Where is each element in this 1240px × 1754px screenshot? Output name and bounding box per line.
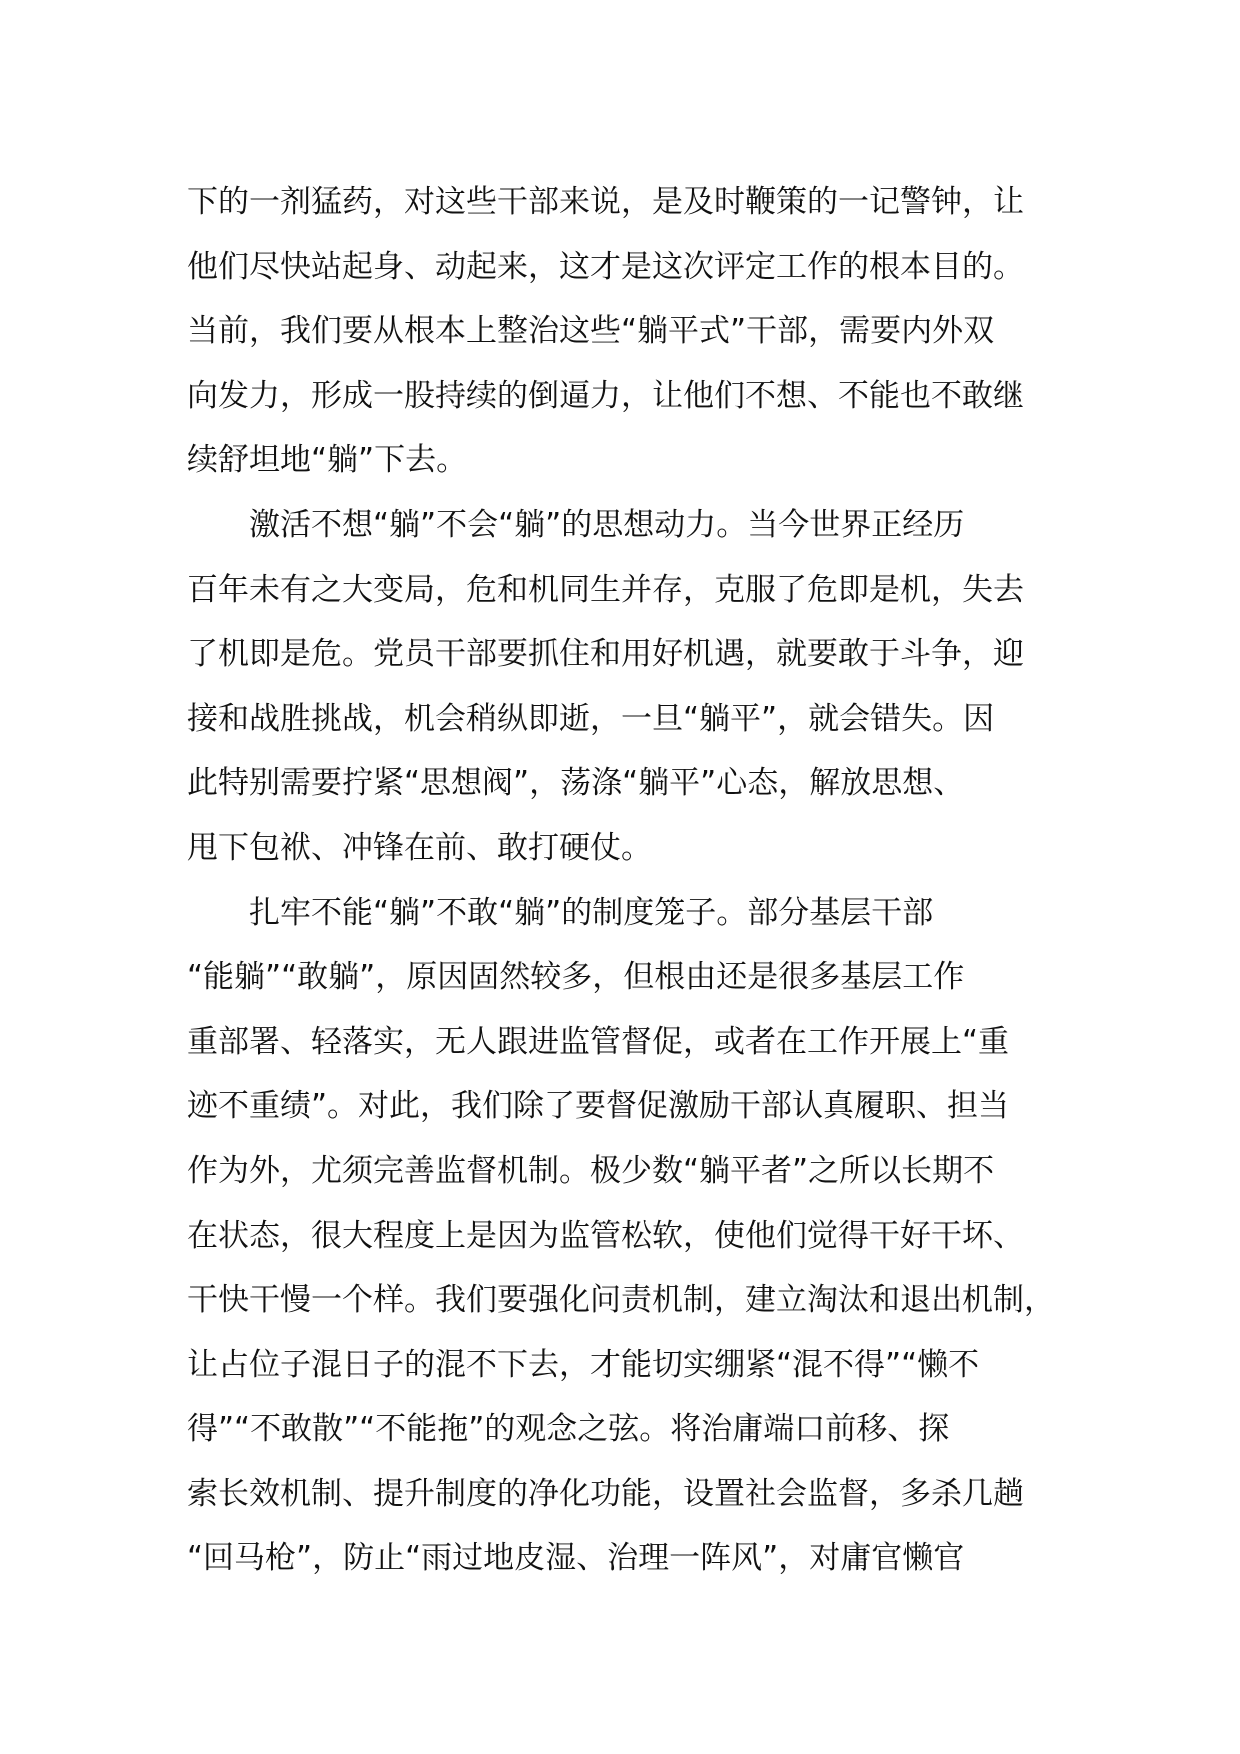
text-line: 此特别需要拧紧“思想阀”，荡涤“躺平”心态，解放思想、 <box>187 765 965 802</box>
text-line: 续舒坦地“躺”下去。 <box>187 442 468 479</box>
text-line: 向发力，形成一股持续的倒逼力，让他们不想、不能也不敢继 <box>187 377 1024 414</box>
text-line: 迹不重绩”。对此，我们除了要督促激励干部认真履职、担当 <box>187 1088 1010 1125</box>
text-line: 重部署、轻落实，无人跟进监管督促，或者在工作开展上“重 <box>187 1023 1010 1060</box>
text-line: 作为外，尤须完善监督机制。极少数“躺平者”之所以长期不 <box>187 1152 995 1189</box>
text-line: “回马枪”，防止“雨过地皮湿、治理一阵风”，对庸官懒官 <box>187 1540 965 1577</box>
text-line: 百年未有之大变局，危和机同生并存，克服了危即是机，失去 <box>187 571 1024 608</box>
text-line: 了机即是危。党员干部要抓住和用好机遇，就要敢于斗争，迎 <box>187 636 1024 673</box>
text-line: 干快干慢一个样。我们要强化问责机制，建立淘汰和退出机制， <box>187 1282 1055 1319</box>
text-line: 他们尽快站起身、动起来，这才是这次评定工作的根本目的。 <box>187 248 1024 285</box>
body-text <box>187 170 1087 1591</box>
text-line: 在状态，很大程度上是因为监管松软，使他们觉得干好干坏、 <box>187 1217 1024 1254</box>
text-line: 让占位子混日子的混不下去，才能切实绷紧“混不得”“懒不 <box>187 1346 980 1383</box>
paragraph-heading-line: 扎牢不能“躺”不敢“躺”的制度笼子。部分基层干部 <box>249 894 934 931</box>
text-line: 下的一剂猛药，对这些干部来说，是及时鞭策的一记警钟，让 <box>187 184 1024 220</box>
text-line: 索长效机制、提升制度的净化功能，设置社会监督，多杀几趟 <box>187 1475 1024 1512</box>
text-line: 当前，我们要从根本上整治这些“躺平式”干部，需要内外双 <box>187 313 995 350</box>
text-line: “能躺”“敢躺”，原因固然较多，但根由还是很多基层工作 <box>187 959 965 996</box>
text-line: 甩下包袱、冲锋在前、敢打硬仗。 <box>187 829 652 866</box>
text-line: 得”“不敢散”“不能拖”的观念之弦。将治庸端口前移、探 <box>187 1411 950 1448</box>
paragraph-heading-line: 激活不想“躺”不会“躺”的思想动力。当今世界正经历 <box>249 506 965 543</box>
text-line: 接和战胜挑战，机会稍纵即逝，一旦“躺平”，就会错失。因 <box>187 700 995 737</box>
